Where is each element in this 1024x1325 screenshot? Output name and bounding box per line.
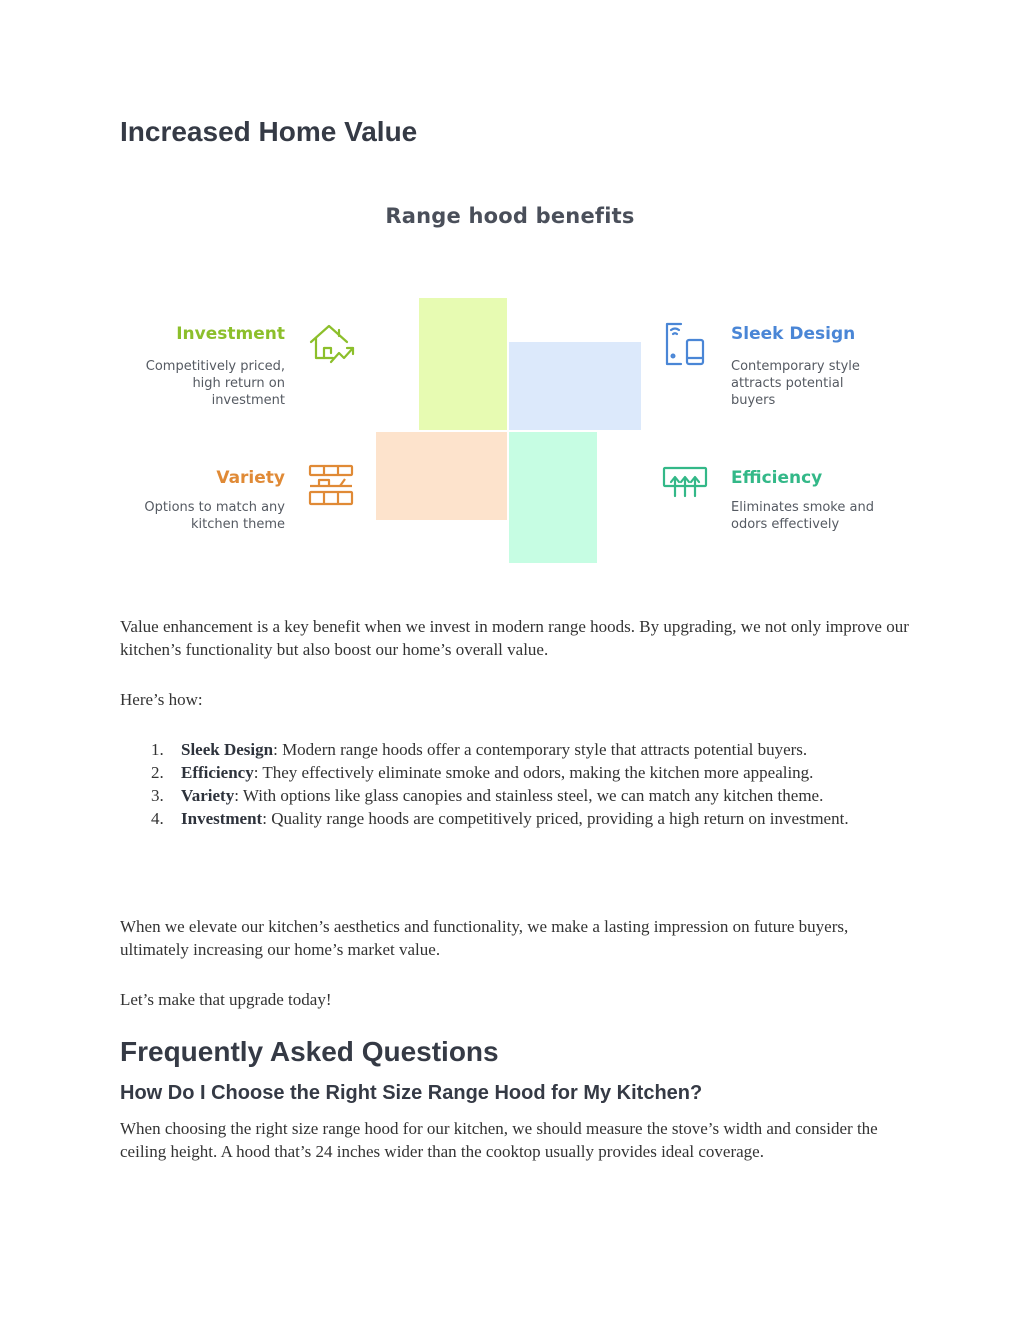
efficiency-title: Efficiency (731, 468, 823, 488)
intro-paragraph: Value enhancement is a key benefit when we invest in modern range hoods. By upgrading, we not only improve our kitchen’s functionality but also boost our home’s overall value. (120, 617, 909, 659)
variety-desc (120, 499, 285, 533)
list-text: : Quality range hoods are competitively priced, providing a high return on investment. (262, 809, 849, 828)
list-text: : With options like glass canopies and stainless steel, we can match any kitchen theme. (234, 786, 824, 805)
list-number: 3. (151, 786, 164, 805)
faq-title: Frequently Asked Questions (120, 1036, 499, 1067)
green-block (419, 298, 507, 430)
investment-desc-line: high return on (192, 376, 285, 391)
investment-title: Investment (176, 324, 285, 344)
investment-desc-line: Competitively priced, (145, 359, 285, 374)
list-item (151, 738, 971, 761)
sleek-design-desc-line: Contemporary style (731, 359, 860, 374)
list-item (151, 784, 971, 807)
closing-paragraph: When we elevate our kitchen’s aesthetics and functionality, we make a lasting impression on future buyers, ultimately increasing our home’s market value. (120, 917, 849, 959)
sleek-design-desc (731, 358, 881, 409)
list-term: Efficiency (181, 763, 254, 782)
list-text: : Modern range hoods offer a contemporary style that attracts potential buyers. (273, 740, 808, 759)
list-number: 4. (151, 809, 164, 828)
infographic-title: Range hood benefits (385, 204, 635, 228)
ventilation-icon (661, 462, 709, 510)
list-term: Investment (181, 809, 263, 828)
sleek-design-title: Sleek Design (731, 324, 856, 344)
benefits-list (120, 738, 971, 830)
variety-desc-line: kitchen theme (191, 517, 285, 532)
faq-question: How Do I Choose the Right Size Range Hood for My Kitchen? (120, 1082, 703, 1104)
sleek-design-desc-line: buyers (731, 393, 776, 408)
house-growth-icon (307, 320, 355, 368)
lead-paragraph: Here’s how: (120, 690, 203, 709)
list-item (151, 761, 971, 784)
sleek-design-desc-line: attracts potential (731, 376, 844, 391)
range-hood-infographic (120, 190, 910, 580)
list-text: : They effectively eliminate smoke and odors, making the kitchen more appealing. (253, 763, 814, 782)
orange-block (376, 432, 507, 520)
list-number: 1. (151, 740, 164, 759)
mint-block (509, 432, 597, 563)
cta-paragraph: Let’s make that upgrade today! (120, 990, 332, 1009)
variety-desc-line: Options to match any (144, 500, 285, 515)
list-term: Variety (181, 786, 235, 805)
devices-icon (661, 320, 709, 368)
list-term: Sleek Design (181, 740, 274, 759)
efficiency-desc-line: Eliminates smoke and (731, 500, 874, 515)
investment-desc (120, 358, 285, 409)
list-number: 2. (151, 763, 164, 782)
variety-title: Variety (216, 468, 285, 488)
investment-desc-line: investment (211, 393, 285, 408)
efficiency-desc-line: odors effectively (731, 517, 840, 532)
section-title: Increased Home Value (120, 116, 418, 147)
efficiency-desc (731, 499, 901, 533)
cabinet-icon (307, 462, 355, 510)
list-item (151, 807, 971, 830)
faq-answer: When choosing the right size range hood for our kitchen, we should measure the stove’s width and consider the ceiling height. A hood that’s 24 inches wider than the cooktop usually provides ideal coverage. (120, 1119, 878, 1161)
blue-block (509, 342, 641, 430)
